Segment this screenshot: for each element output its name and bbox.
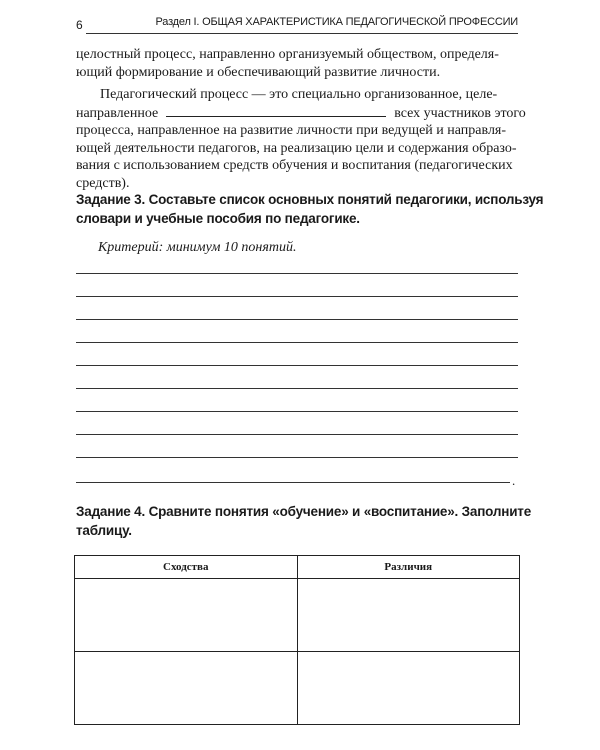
answer-line[interactable]	[76, 296, 518, 297]
comparison-table	[74, 555, 520, 725]
table-row	[75, 652, 520, 725]
definition-line: процесса, направленное на развитие личности при ведущей и направля-	[76, 123, 507, 138]
definition-paragraph	[76, 86, 526, 192]
task3-heading	[76, 190, 544, 228]
task4-heading-line: Задание 4. Сравните понятия «обучение» и «воспитание». Заполните	[76, 504, 532, 519]
definition-line-with-blank	[76, 104, 526, 123]
task3-heading-line: словари и учебные пособия по педагогике.	[76, 211, 360, 226]
column-header-differences: Различия	[297, 556, 520, 579]
differences-cell[interactable]	[297, 579, 520, 652]
intro-paragraph	[76, 46, 518, 81]
table-row	[75, 579, 520, 652]
definition-line: средств).	[76, 175, 130, 191]
answer-line[interactable]	[76, 457, 518, 458]
similarities-cell[interactable]	[75, 579, 298, 652]
intro-line: целостный процесс, направленно организуемый обществом, определя-	[76, 47, 499, 62]
task3-end-mark: .	[512, 473, 516, 488]
definition-line: вания с использованием средств обучения и воспитания (педагогических	[76, 158, 513, 173]
answer-line[interactable]	[76, 319, 518, 320]
table-header-row	[75, 556, 520, 579]
answer-line[interactable]	[76, 365, 518, 366]
definition-text-before-blank: направленное	[76, 105, 159, 121]
similarities-cell[interactable]	[75, 652, 298, 725]
definition-line: Педагогический процесс — это специально организованное, целе-	[100, 87, 498, 102]
task4-heading	[76, 502, 532, 540]
definition-text-after-blank: всех участников этого	[394, 105, 526, 121]
answer-line[interactable]	[76, 273, 518, 274]
answer-line[interactable]	[76, 411, 518, 412]
answer-line[interactable]	[76, 342, 518, 343]
column-header-similarities: Сходства	[75, 556, 298, 579]
page-header	[76, 14, 518, 34]
definition-line: ющей деятельности педагогов, на реализацию цели и содержания образо-	[76, 140, 517, 156]
answer-line[interactable]	[76, 434, 518, 435]
task3-heading-line: Задание 3. Составьте список основных понятий педагогики, используя	[76, 192, 544, 207]
answer-line[interactable]	[76, 482, 510, 483]
task4-heading-line: таблицу.	[76, 523, 132, 538]
differences-cell[interactable]	[297, 652, 520, 725]
answer-line[interactable]	[76, 388, 518, 389]
task3-criterion: Критерий: минимум 10 понятий.	[98, 240, 297, 255]
fill-in-blank[interactable]	[166, 104, 386, 117]
running-title: Раздел I. ОБЩАЯ ХАРАКТЕРИСТИКА ПЕДАГОГИЧЕСКОЙ ПРОФЕССИИ	[155, 16, 518, 28]
page-number: 6	[76, 18, 83, 32]
header-rule	[86, 33, 518, 34]
intro-line: ющий формирование и обеспечивающий развитие личности.	[76, 64, 441, 80]
